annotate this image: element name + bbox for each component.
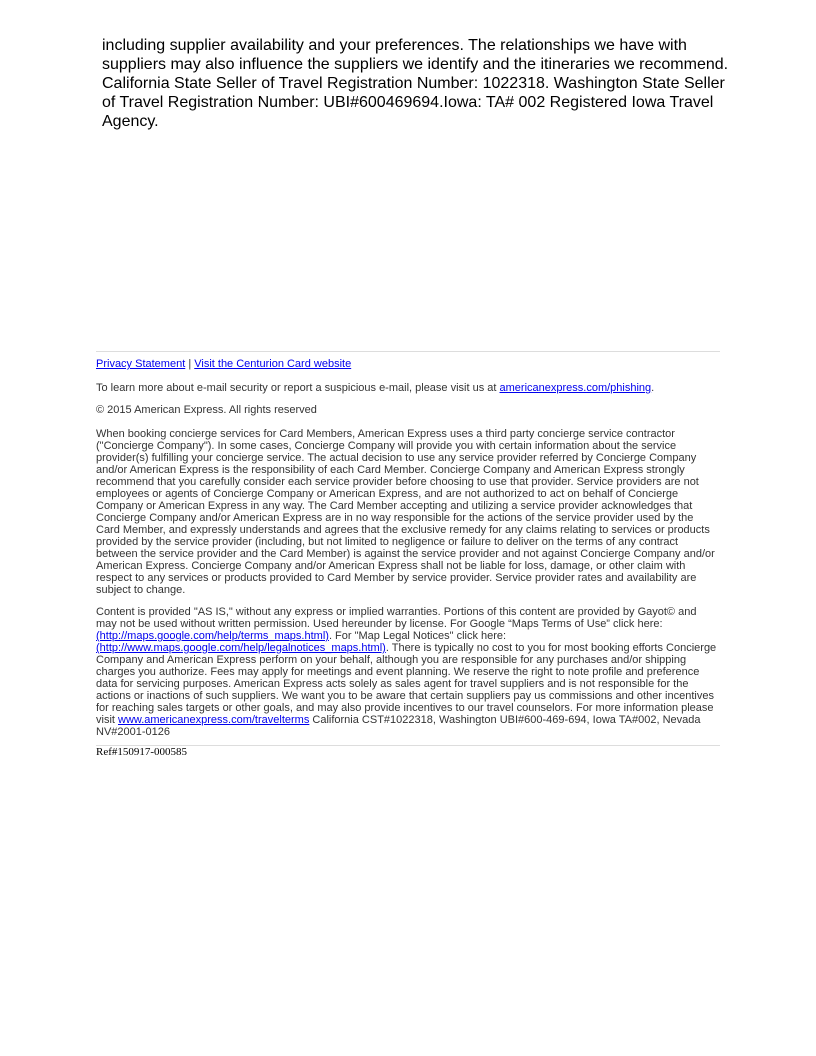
concierge-disclaimer: When booking concierge services for Card Members, American Express uses a third party concierge service contractor ("Concierge Company"). In some cases, Concierge Company will provide you with certain information about the service provider(s) fulfilling your concierge service. The actual decision to use any service provider referred by Concierge Company and/or American Express is the responsibility of each Card Member. Concierge Company and American Express strongly recommend that you carefully consider each service provider before choosing to use that provider. Service providers are not employees or agents of Concierge Company or American Express, and are not authorized to act on behalf of Concierge Company or American Express in any way. The Card Member accepting and utilizing a service provider acknowledges that Concierge Company and/or American Express are in no way responsible for the actions of the service provider used by the Card Member, and expressly understands and agrees that the exclusive remedy for any claims relating to services or products provided by the service provider (including, but not limited to negligence or failure to deliver on the terms of any contract between the service provider and the Card Member) is against the service provider and not against Concierge Company and/or American Express. Concierge Company and/or American Express shall not be liable for loss, damage, or other claim with respect to any services or products provided to Card Member by service provider. Service provider rates and availability are subject to change. — [96, 428, 715, 596]
travel-terms-link[interactable]: www.americanexpress.com/travelterms — [118, 714, 310, 726]
phishing-link[interactable]: americanexpress.com/phishing — [499, 382, 652, 394]
content-disclaimer-part-4: California CST#1022318, Washington UBI#600-469-694, Iowa TA#002, Nevada NV#2001-0126 — [96, 714, 701, 738]
intro-section — [102, 36, 742, 131]
privacy-statement-link[interactable]: Privacy Statement — [96, 358, 186, 370]
content-disclaimer-part-1: Content is provided "AS IS," without any express or implied warranties. Portions of this content are provided by Gayot© and may not be used without written permission. Used hereunder by license. For Google “Maps Terms of Use” click here: — [96, 606, 697, 630]
reference-number: Ref#150917-000585 — [96, 746, 188, 758]
content-disclaimer — [96, 606, 720, 738]
maps-legal-notices-link[interactable]: (http://www.maps.google.com/help/legalnotices_maps.html) — [96, 642, 386, 654]
email-security-period: . — [651, 382, 655, 394]
link-separator: | — [185, 358, 195, 370]
email-security-notice — [96, 382, 720, 394]
footer-links — [96, 358, 720, 370]
centurion-card-website-link[interactable]: Visit the Centurion Card website — [194, 358, 352, 370]
seller-of-travel-registration-text: California State Seller of Travel Registration Number: 1022318. Washington State Seller of Travel Registration Number: UBI#600469694.Iowa: TA# 002 Registered Iowa Travel Agency. — [102, 75, 725, 130]
email-footer — [96, 351, 720, 746]
supplier-relationship-text: including supplier availability and your preferences. The relationships we have with suppliers may also influence the suppliers we identify and the itineraries we recommend. — [102, 37, 729, 73]
content-disclaimer-part-2: . For "Map Legal Notices" click here: — [328, 630, 507, 642]
copyright-text: © 2015 American Express. All rights reserved — [96, 404, 317, 416]
footer-bottom-divider — [96, 745, 720, 746]
footer-top-divider — [96, 351, 720, 352]
maps-terms-link[interactable]: (http://maps.google.com/help/terms_maps.html) — [96, 630, 329, 642]
content-disclaimer-part-3: . There is typically no cost to you for most booking efforts Concierge Company and American Express perform on your behalf, although you are responsible for any purchases and/or shipping charges you authorize. Fees may apply for meetings and event planning. We reserve the right to note profile and preference data for servicing purposes. American Express acts solely as sales agent for travel suppliers and is not responsible for the actions or inactions of such suppliers. We want you to be aware that certain suppliers pay us commissions and other incentives for reaching sales targets or other goals, and may also provide incentives to our travel counselors. For more information please visit — [96, 642, 717, 726]
email-security-text: To learn more about e-mail security or report a suspicious e-mail, please visit us at — [96, 382, 500, 394]
